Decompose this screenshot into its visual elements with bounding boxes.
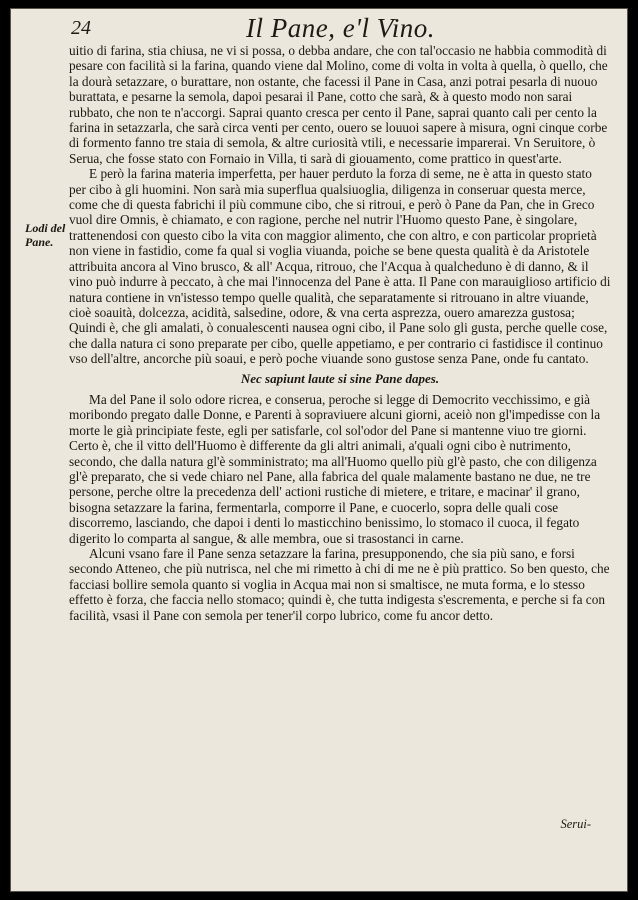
verse-quote: [69, 371, 611, 386]
marginal-note: Lodi del Pane.: [25, 221, 66, 249]
catchword: Serui-: [560, 817, 591, 831]
paragraph: E però la farina materia imperfetta, per hauer perduto la forza di seme, ne è atta in questo stato per cibo à gli huomini. Non sarà mia superflua qualsiuoglia, diligenza in conseruar questa merce, come che di questa fabrichi il più commune cibo, che si ritroui, e però ò Pane da Pan, che in Greco vuol dire Omnis, è chiamato, e con ragione, perche nel nutrir l'Huomo questo Pane, è singolare, trattenendosi con questo cibo la vita con maggior alimento, che con altro, e con particolar proprietà non viene in fastidio, come fa qual si voglia viuanda, poiche se bene questa qualità è da Aristotele attribuita ancora al Vino brusco, & all' Acqua, ritrouo, che l'Acqua à qualcheduno è di danno, & il vino può indurre à peccato, à che mai l'innocenza del Pane è atta. Il Pane con marauiglioso artificio di natura contiene in vn'istesso tempo quelle qualità, che separatamente si ritrouano in altre viuande, cioè soauità, dolcezza, acidità, salsedine, odore, & vna certa asprezza, ouero amarezza gustosa; Quindi è, che gli amalati, ò conualescenti nausea ogni cibo, il Pane solo gli gusta, perche quelle cose, che dalla natura ci sono preparate per cibo, quelle appetiamo, e per contrario ci fastidisce il continuo vso dell'altre, ancorche più soaui, e però poche viuande sono gustose senza Pane, onde fu cantato.: [69, 166, 611, 367]
paragraph: Alcuni vsano fare il Pane senza setazzare la farina, presupponendo, che sia più sano, e forsi secondo Atteneo, che più nutrisca, nel che mi rimetto à chi di me ne è più prattico. So ben questo, che facciasi bollire semola quanto si voglia in Acqua mai non si smaltisce, ne muta forma, e lo stesso effetto è forza, che faccia nello stomaco; quindi è, che tutta indigesta s'escrementa, e perche si fa con facilità, vsasi il Pane con semola per tener'il corpo lubrico, come fu ancor detto.: [69, 546, 610, 623]
paragraph: Ma del Pane il solo odore ricrea, e conserua, peroche si legge di Democrito vecchissimo, e già moribondo pregato dalle Donne, e Parenti à sopraviuere alcuni giorni, aceiò non gl'impedisse con la morte le già principiate feste, egli per satisfarle, col sol'odor del Pane si mantenne viuo tre giorni. Certo è, che il vitto dell'Huomo è differente da gli altri animali, a'quali ogni cibo è nutrimento, secondo, che dalla natura gl'è somministrato; ma all'Huomo quello più gl'è pasto, che con diligenza gl'è preparato, che si vede chiaro nel Pane, alla fabrica del quale malamente bastano ne due, ne tre persone, perche oltre la precedenza dell' actioni rustiche di mietere, e tritare, e macinar' il grano, bisogna setazzare la farina, fermentarla, comporre il Pane, e cuocerlo, sopra delle quali cose discorremo, lasciando, che dapoi i denti lo masticchino benissimo, lo stomaco il cuoca, il fegato digerito lo comparta al sangue, & alle membra, oue si trasostanci in carne.: [69, 391, 601, 546]
verse-quote-text: Nec sapiunt laute si sine Pane dapes.: [240, 370, 440, 386]
running-title: Il Pane, e'l Vino.: [246, 13, 435, 43]
book-page: [10, 8, 628, 892]
body-text: [69, 43, 611, 623]
page-number: 24: [71, 17, 91, 39]
paragraph: uitio di farina, stia chiusa, ne vi si possa, o debba andare, che con tal'occasio ne habbia commodità di pesare con facilità si la farina, quando viene dal Molino, come di volta in volta à quella, ò quello, che la dourà setazzare, o burattare, non ostante, che facessi il Pane in Casa, anzi potrai pesarla di nuouo burattata, e pesarne la semola, dapoi pesarai il Pane, cotto che sarà, & à questo modo non sarai rubbato, che non te n'accorgi. Saprai quanto cresca per cento il Pane, saprai quanto cali per cento la farina in setazzarla, che sarà circa venti per cento, ouero se louuoi sapere à misura, ogni cinque corbe di formento fanno tre staia di semola, & altre curiosità vtili, e necessarie imparerai. Vn Seruitore, ò Serua, che fosse stato con Fornaio in Villa, ti sarà di giouamento, come prattico in quest'arte.: [69, 43, 608, 166]
